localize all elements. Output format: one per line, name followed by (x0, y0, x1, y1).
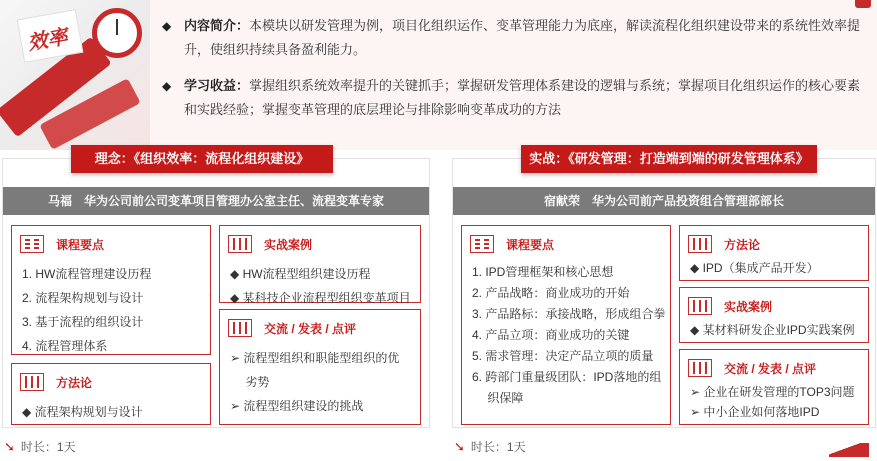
right-duration (454, 438, 526, 455)
method-title: 方法论 (724, 237, 761, 252)
left-case-box (219, 225, 421, 303)
discuss-list (680, 380, 868, 422)
list-item: 5. 需求管理：决定产品立项的质量 (472, 349, 654, 363)
left-duration (4, 438, 76, 455)
duration-text: 时长：1天 (470, 440, 526, 454)
method-list (12, 394, 210, 424)
corner-decoration-icon (829, 443, 869, 457)
list-item: ◆ 某材料研发企业IPD实践案例 (690, 323, 855, 337)
intro-item (162, 74, 870, 122)
right-module-panel (452, 151, 876, 428)
diamond-bullet-icon: ◆ (162, 19, 172, 33)
course-title: 课程要点 (506, 237, 555, 252)
right-discuss-box (679, 349, 869, 425)
case-list (220, 256, 420, 310)
list-item: 劣势 (230, 375, 270, 389)
intro-body: 本模块以研发管理为例，项目化组织运作、变革管理能力为底座，解读流程化组织建设带来的系统性效率提升，使组织持续具备盈利能力。 (184, 18, 861, 57)
intro-body: 掌握组织系统效率提升的关键抓手；掌握研发管理体系建设的逻辑与系统；掌握项目化组织运作的核心要素和实践经验；掌握变革管理的底层理论与排除影响变革成功的方法 (184, 78, 861, 117)
right-course-box (461, 225, 671, 425)
corner-tab-icon (855, 0, 871, 8)
left-course-box (11, 225, 211, 355)
list-item: 织保障 (472, 391, 524, 405)
arrow-icon: ➘ (4, 438, 15, 454)
list-item: 3. 基于流程的组织设计 (22, 315, 144, 329)
list-item: ➢ 流程型组织建设的挑战 (230, 399, 364, 413)
list-item: 1. IPD管理框架和核心思想 (472, 265, 614, 279)
discuss-title: 交流 / 发表 / 点评 (264, 321, 357, 336)
book-icon (470, 235, 494, 253)
right-speaker: 宿献荣 华为公司前产品投资组合管理部部长 (453, 187, 875, 215)
course-title: 课程要点 (56, 237, 105, 252)
list-item: 6. 跨部门重量级团队：IPD落地的组 (472, 370, 662, 384)
intro-section (0, 0, 877, 150)
intro-label: 学习收益： (184, 78, 250, 93)
left-module-panel (2, 151, 430, 428)
plan-icon (688, 297, 712, 315)
diamond-bullet-icon: ◆ (162, 79, 172, 93)
case-list (680, 318, 868, 340)
duration-text: 时长：1天 (20, 440, 76, 454)
method-title: 方法论 (56, 375, 93, 390)
list-item: ◆ IPD（集成产品开发） (690, 261, 819, 275)
left-module-title: 理念：《组织效率：流程化组织建设》 (71, 145, 333, 173)
list-item: ➢ 流程型组织和职能型组织的优 (230, 351, 400, 365)
left-speaker: 马福 华为公司前公司变革项目管理办公室主任、流程变革专家 (3, 187, 429, 215)
plan-icon (228, 319, 252, 337)
case-title: 实战案例 (724, 299, 773, 314)
list-item: 4. 流程管理体系 (22, 339, 108, 353)
list-item: 2. 产品战略：商业成功的开始 (472, 286, 630, 300)
right-method-box (679, 225, 869, 281)
intro-label: 内容简介： (184, 18, 250, 33)
efficiency-text: 效率 (26, 26, 70, 55)
right-module-title: 实战：《研发管理：打造端到端的研发管理体系》 (521, 145, 817, 173)
right-case-box (679, 287, 869, 343)
course-list (462, 256, 670, 409)
list-item: ➢ 中小企业如何落地IPD (690, 405, 820, 419)
method-list (680, 256, 868, 278)
left-method-box (11, 363, 211, 425)
clock-icon (92, 8, 142, 58)
hero-illustration (0, 0, 150, 150)
book-icon (20, 235, 44, 253)
list-item: 1. HW流程管理建设历程 (22, 267, 152, 281)
list-item: 3. 产品路标：承接战略，形成组合拳 (472, 307, 666, 321)
intro-text (162, 14, 870, 134)
list-item: ➢ 企业在研发管理的TOP3问题 (690, 385, 855, 399)
plan-icon (688, 359, 712, 377)
intro-item (162, 14, 870, 62)
case-title: 实战案例 (264, 237, 313, 252)
discuss-title: 交流 / 发表 / 点评 (724, 361, 817, 376)
course-list (12, 256, 210, 358)
plan-icon (20, 373, 44, 391)
plan-icon (228, 235, 252, 253)
list-item: ◆ HW流程型组织建设历程 (230, 267, 371, 281)
list-item: ◆ 某科技企业流程型组织变革项目 (230, 291, 411, 305)
discuss-list (220, 340, 420, 418)
plan-icon (688, 235, 712, 253)
list-item: 2. 流程架构规划与设计 (22, 291, 144, 305)
list-item: 4. 产品立项：商业成功的关键 (472, 328, 630, 342)
left-discuss-box (219, 309, 421, 425)
arrow-icon: ➘ (454, 438, 465, 454)
list-item: ◆ 流程架构规划与设计 (22, 405, 143, 419)
